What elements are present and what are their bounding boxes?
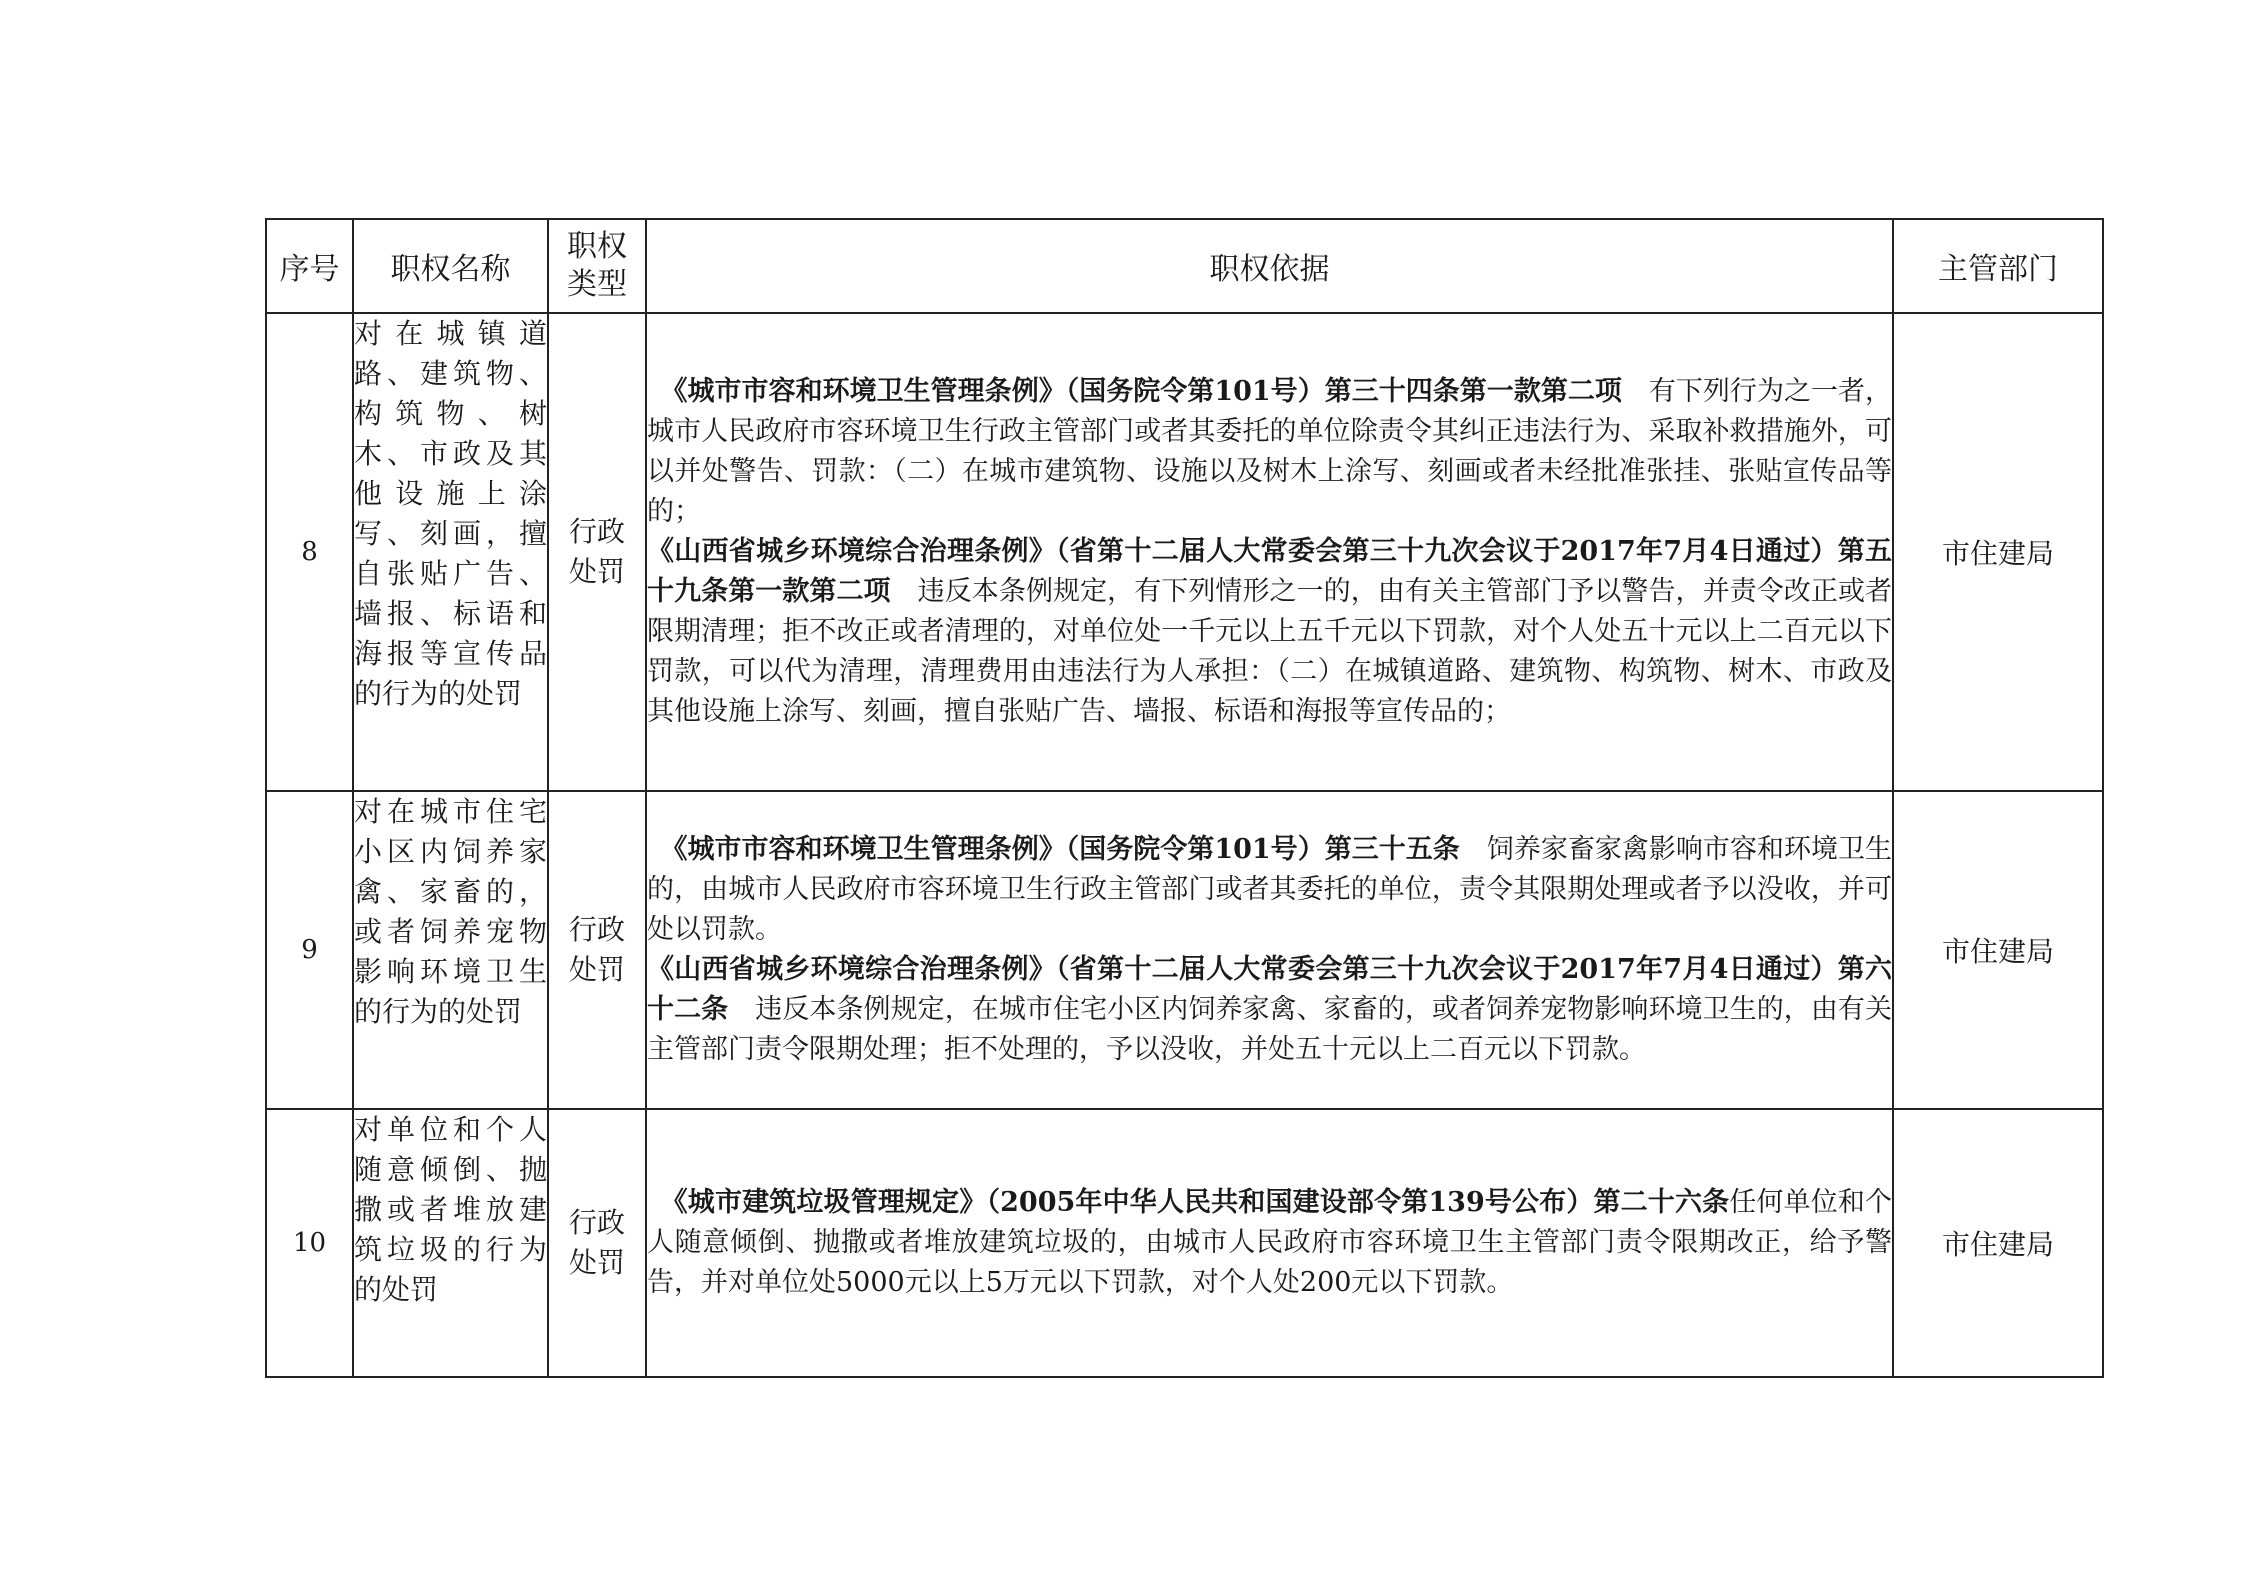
row-type bbox=[548, 313, 646, 791]
law-text: 有下列行为之一者，城市人民政府市容环境卫生行政主管部门或者其委托的单位除责令其纠正违法行为、采取补救措施外，可以并处警告、罚款：（二）在城市建筑物、设施以及树木上涂写、刻画或者未经批准张挂、张贴宣传品等的； bbox=[647, 376, 1893, 527]
row-index: 9 bbox=[266, 791, 353, 1109]
law-citation: 《山西省城乡环境综合治理条例》（省第十二届人大常委会第三十九次会议于2017年7月4日通过）第五十九条第一款第二项 bbox=[647, 536, 1892, 607]
law-text: 饲养家畜家禽影响市容和环境卫生的，由城市人民政府市容环境卫生行政主管部门或者其委托的单位，责令其限期处理或者予以没收，并可处以罚款。 bbox=[647, 834, 1893, 945]
header-name: 职权名称 bbox=[353, 219, 548, 313]
law-citation: 《山西省城乡环境综合治理条例》（省第十二届人大常委会第三十九次会议于2017年7月4日通过）第六十二条 bbox=[647, 954, 1892, 1025]
law-text: 违反本条例规定，在城市住宅小区内饲养家禽、家畜的，或者饲养宠物影响环境卫生的，由有关主管部门责令限期处理；拒不处理的，予以没收，并处五十元以上二百元以下罚款。 bbox=[647, 994, 1893, 1065]
row-basis bbox=[646, 1109, 1893, 1377]
basis-paragraph bbox=[647, 532, 1892, 732]
row-index: 10 bbox=[266, 1109, 353, 1377]
header-type bbox=[548, 219, 646, 313]
header-dept: 主管部门 bbox=[1893, 219, 2103, 313]
law-text: 违反本条例规定，有下列情形之一的，由有关主管部门予以警告，并责令改正或者限期清理；拒不改正或者清理的，对单位处一千元以上五千元以下罚款，对个人处五十元以上二百元以下罚款，可以代为清理，清理费用由违法行为人承担：（二）在城镇道路、建筑物、构筑物、树木、市政及其他设施上涂写、刻画，擅自张贴广告、墙报、标语和海报等宣传品的； bbox=[647, 576, 1893, 727]
law-text: 任何单位和个人随意倾倒、抛撒或者堆放建筑垃圾的，由城市人民政府市容环境卫生主管部门责令限期改正，给予警告，并对单位处5000元以上5万元以下罚款，对个人处200元以下罚款。 bbox=[647, 1187, 1893, 1298]
row-dept: 市住建局 bbox=[1893, 313, 2103, 791]
row-basis bbox=[646, 791, 1893, 1109]
row-type-label: 行政处罚 bbox=[568, 913, 625, 986]
table-row bbox=[266, 1109, 2103, 1377]
basis-paragraph bbox=[647, 372, 1892, 532]
row-name: 对在城镇道路、建筑物、构筑物、树木、市政及其他设施上涂写、刻画，擅自张贴广告、墙报、标语和海报等宣传品的行为的处罚 bbox=[353, 313, 548, 791]
authority-table bbox=[265, 218, 2104, 1378]
header-type-label: 职权类型 bbox=[567, 229, 627, 302]
basis-paragraph bbox=[647, 1183, 1892, 1303]
row-type-label: 行政处罚 bbox=[568, 515, 625, 588]
header-basis: 职权依据 bbox=[646, 219, 1893, 313]
basis-paragraph bbox=[647, 950, 1892, 1070]
basis-paragraph bbox=[647, 830, 1892, 950]
row-type bbox=[548, 791, 646, 1109]
row-dept: 市住建局 bbox=[1893, 791, 2103, 1109]
row-name: 对单位和个人随意倾倒、抛撒或者堆放建筑垃圾的行为的处罚 bbox=[353, 1109, 548, 1377]
row-name: 对在城市住宅小区内饲养家禽、家畜的，或者饲养宠物影响环境卫生的行为的处罚 bbox=[353, 791, 548, 1109]
row-type-label: 行政处罚 bbox=[568, 1206, 625, 1279]
header-index: 序号 bbox=[266, 219, 353, 313]
row-basis bbox=[646, 313, 1893, 791]
law-citation: 《城市市容和环境卫生管理条例》（国务院令第101号）第三十五条 bbox=[674, 834, 1460, 865]
law-citation: 《城市建筑垃圾管理规定》（2005年中华人民共和国建设部令第139号公布）第二十六条 bbox=[674, 1187, 1730, 1218]
law-citation: 《城市市容和环境卫生管理条例》（国务院令第101号）第三十四条第一款第二项 bbox=[674, 376, 1622, 407]
row-dept: 市住建局 bbox=[1893, 1109, 2103, 1377]
row-index: 8 bbox=[266, 313, 353, 791]
table-header-row bbox=[266, 219, 2103, 313]
row-type bbox=[548, 1109, 646, 1377]
table-row bbox=[266, 313, 2103, 791]
table-row bbox=[266, 791, 2103, 1109]
